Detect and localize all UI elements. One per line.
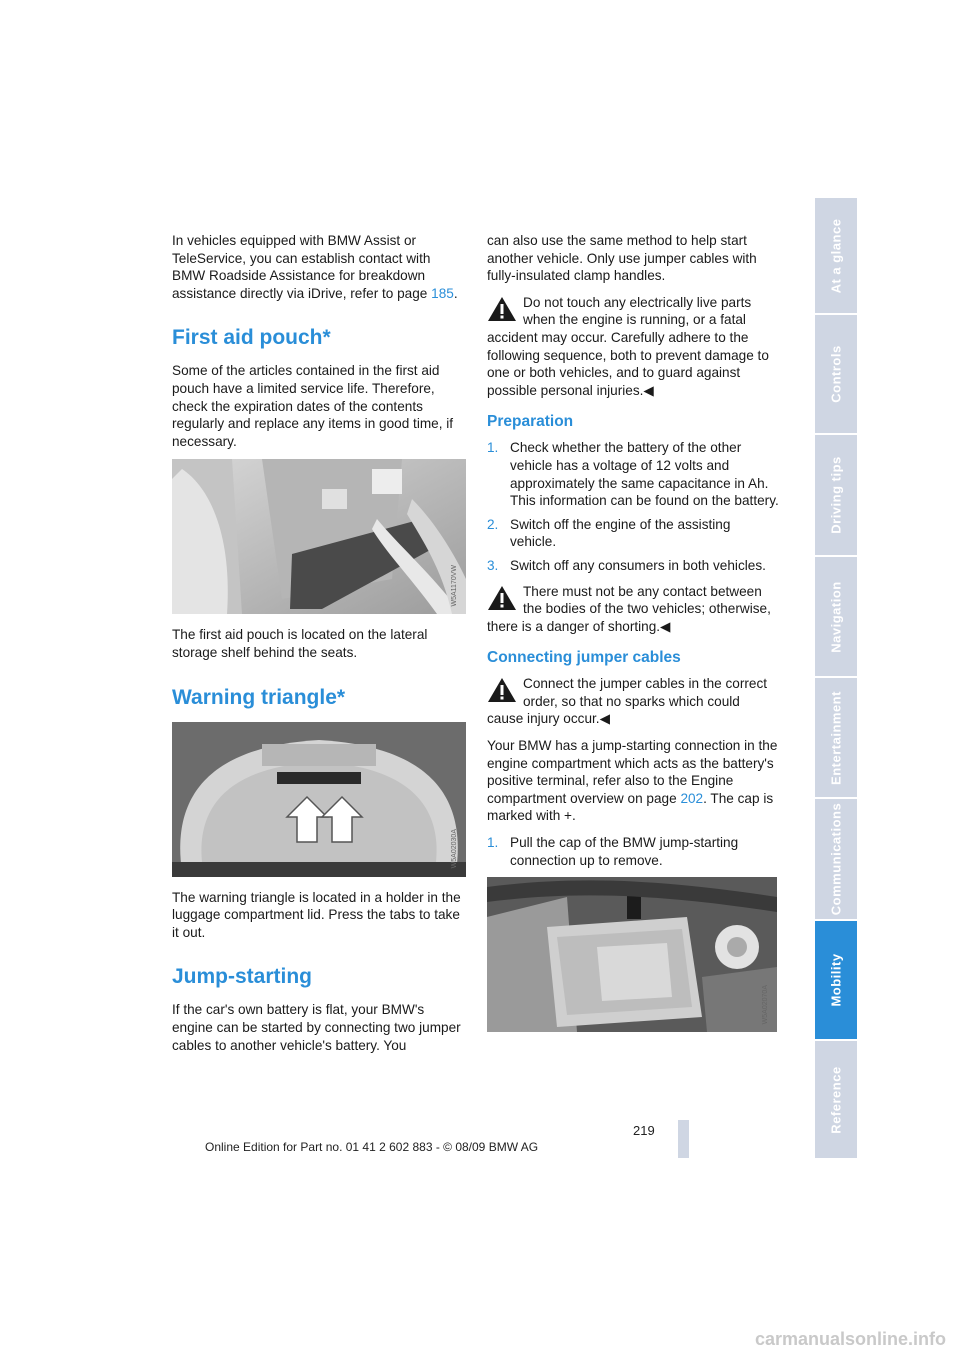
warning-text: Connect the jumper cables in the correct order, so that no sparks which could cause injury occur.◀ xyxy=(487,676,768,727)
watermark: carmanualsonline.info xyxy=(754,1329,946,1349)
page-link-185[interactable]: 185 xyxy=(431,285,454,301)
preparation-list xyxy=(487,439,779,574)
preparation-heading: Preparation xyxy=(487,413,574,431)
tab-mobility[interactable]: Mobility xyxy=(815,921,857,1041)
footer-text: Online Edition for Part no. 01 41 2 602 883 - © 08/09 BMW AG xyxy=(205,1140,539,1154)
page-link-202[interactable]: 202 xyxy=(680,790,704,806)
warning-triangle-heading: Warning triangle* xyxy=(172,685,346,709)
first-aid-pouch-image xyxy=(172,459,466,614)
tab-reference[interactable]: Reference xyxy=(815,1041,857,1160)
jump-continued-text: can also use the same method to help start another vehicle. Only use jumper cables with fully-insulated clamp handles. xyxy=(487,233,757,284)
right-column xyxy=(487,232,779,1044)
connecting-cables-heading: Connecting jumper cables xyxy=(487,649,681,667)
list-item: 1. Check whether the battery of the other vehicle has a voltage of 12 volts and approximately the same capacitance in Ah. This information can be found on the battery. xyxy=(487,440,779,509)
first-aid-caption: The first aid pouch is located on the lateral storage shelf behind the seats. xyxy=(172,627,428,660)
jump-starting-heading: Jump-starting xyxy=(172,965,313,989)
first-aid-text: Some of the articles contained in the first aid pouch have a limited service life. Therefore, check the expiration dates of the contents regularly and replace any items in good time, if necessary. xyxy=(172,363,454,449)
first-aid-heading: First aid pouch* xyxy=(172,326,331,350)
warning-triangle-caption: The warning triangle is located in a holder in the luggage compartment lid. Press the tabs to take it out. xyxy=(172,889,461,940)
page-marker xyxy=(678,1120,689,1158)
warning-note xyxy=(487,294,779,400)
left-column xyxy=(172,232,466,1063)
list-item: 1. Pull the cap of the BMW jump-starting connection up to remove. xyxy=(487,835,739,868)
warning-triangle-image xyxy=(172,722,466,877)
warning-triangle-icon xyxy=(487,585,517,611)
tab-navigation[interactable]: Navigation xyxy=(815,557,857,678)
list-item: 3. Switch off any consumers in both vehicles. xyxy=(487,557,766,573)
tab-entertainment[interactable]: Entertainment xyxy=(815,678,857,799)
warning-note xyxy=(487,583,779,636)
warning-text: Do not touch any electrically live parts when the engine is running, or a fatal accident may occur. Carefully adhere to the following sequence, both to prevent damage to one or both vehicles, and to guard against possible personal injuries.◀ xyxy=(487,294,769,398)
tab-controls[interactable]: Controls xyxy=(815,315,857,435)
page-number: 219 xyxy=(633,1123,655,1138)
list-item: 2. Switch off the engine of the assisting vehicle. xyxy=(487,516,731,550)
warning-triangle-icon xyxy=(487,677,517,703)
warning-text: There must not be any contact between the bodies of the two vehicles; otherwise, there is a danger of shorting.◀ xyxy=(487,583,771,634)
figure-code: W5A1170VW xyxy=(451,564,459,607)
connecting-text: Your BMW has a jump-starting connection in the engine compartment which acts as the battery's positive terminal, refer also to the Engine compartment overview on page 202. The cap is marked with +. xyxy=(487,738,778,824)
jump-starting-text: If the car's own battery is flat, your BMW's engine can be started by connecting two jumper cables to another vehicle's battery. You xyxy=(172,1002,461,1053)
figure-code: W5A02030A xyxy=(451,829,459,869)
engine-compartment-image xyxy=(487,877,777,1032)
connecting-list xyxy=(487,834,779,869)
chapter-sidebar xyxy=(815,198,857,1160)
tab-communications[interactable]: Communications xyxy=(815,799,857,921)
warning-note xyxy=(487,675,779,728)
tab-driving-tips[interactable]: Driving tips xyxy=(815,435,857,557)
figure-code: W5A02070A xyxy=(762,984,770,1025)
warning-triangle-icon xyxy=(487,296,517,322)
tab-at-a-glance[interactable]: At a glance xyxy=(815,198,857,315)
intro-paragraph: In vehicles equipped with BMW Assist or TeleService, you can establish contact with BMW Roadside Assistance for breakdown assistance directly via iDrive, refer to page 185. xyxy=(172,233,458,301)
